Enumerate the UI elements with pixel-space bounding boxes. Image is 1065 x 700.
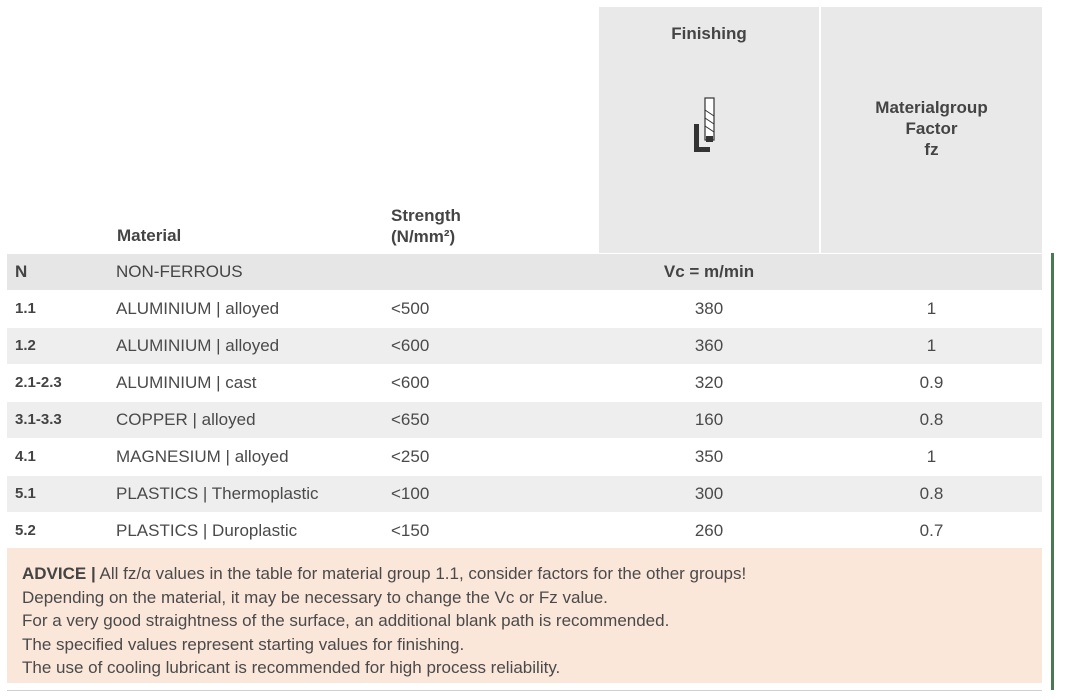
factor-label-line3: fz bbox=[924, 140, 939, 159]
table-row bbox=[7, 291, 1042, 327]
advice-text-1: All fz/α values in the table for material group 1.1, consider factors for the other groups! bbox=[99, 564, 747, 583]
section-row-non-ferrous bbox=[7, 254, 1042, 290]
section-name: NON-FERROUS bbox=[116, 262, 243, 281]
table-row bbox=[7, 439, 1042, 475]
row-id: 4.1 bbox=[15, 448, 36, 465]
advice-line-5: The use of cooling lubricant is recommended for high process reliability. bbox=[22, 658, 561, 677]
row-strength: <100 bbox=[391, 484, 430, 503]
row-vc: 380 bbox=[694, 299, 724, 318]
row-fz: 1 bbox=[926, 447, 937, 466]
row-material: PLASTICS | Thermoplastic bbox=[116, 484, 319, 503]
advice-line-4: The specified values represent starting values for finishing. bbox=[22, 634, 465, 654]
row-material: MAGNESIUM | alloyed bbox=[116, 447, 289, 466]
vc-unit-label: Vc = m/min bbox=[663, 262, 755, 281]
row-fz: 1 bbox=[926, 299, 937, 318]
strength-column-header: Strength bbox=[391, 206, 461, 225]
accent-bar bbox=[1051, 253, 1054, 690]
factor-column-header bbox=[821, 7, 1042, 253]
row-vc: 260 bbox=[694, 521, 724, 540]
row-vc: 300 bbox=[694, 484, 724, 503]
row-id: 5.1 bbox=[15, 485, 36, 502]
row-id: 5.2 bbox=[15, 522, 36, 539]
advice-line-2: Depending on the material, it may be necessary to change the Vc or Fz value. bbox=[22, 587, 608, 607]
advice-line-3: For a very good straightness of the surface, an additional blank path is recommended. bbox=[22, 611, 670, 630]
material-column-header: Material bbox=[117, 226, 182, 245]
section-code: N bbox=[15, 262, 28, 281]
row-id: 3.1-3.3 bbox=[15, 411, 62, 428]
row-material: ALUMINIUM | alloyed bbox=[116, 336, 280, 355]
row-material: ALUMINIUM | cast bbox=[116, 373, 257, 392]
row-fz: 0.8 bbox=[919, 484, 944, 503]
table-row bbox=[7, 328, 1042, 364]
row-strength: <150 bbox=[391, 521, 430, 540]
row-id: 1.1 bbox=[15, 300, 36, 317]
row-material: ALUMINIUM | alloyed bbox=[116, 299, 280, 318]
strength-unit-header: (N/mm²) bbox=[391, 227, 456, 246]
advice-line-1 bbox=[22, 562, 746, 586]
finishing-column-header bbox=[599, 7, 819, 253]
table-row bbox=[7, 513, 1042, 549]
advice-box bbox=[7, 548, 1042, 683]
row-strength: <600 bbox=[391, 336, 430, 355]
row-vc: 160 bbox=[694, 410, 724, 429]
factor-label-line1: Materialgroup bbox=[875, 98, 988, 117]
row-id: 2.1-2.3 bbox=[15, 374, 62, 391]
table-row bbox=[7, 476, 1042, 512]
row-material: PLASTICS | Duroplastic bbox=[116, 521, 298, 540]
row-vc: 360 bbox=[694, 336, 724, 355]
row-id: 1.2 bbox=[15, 337, 36, 354]
row-fz: 0.9 bbox=[919, 373, 944, 392]
table-row bbox=[7, 365, 1042, 401]
row-strength: <600 bbox=[391, 373, 430, 392]
row-strength: <650 bbox=[391, 410, 430, 429]
row-fz: 1 bbox=[926, 336, 937, 355]
row-fz: 0.8 bbox=[919, 410, 944, 429]
row-vc: 350 bbox=[694, 447, 724, 466]
end-mill-finishing-icon bbox=[692, 96, 722, 156]
finishing-label: Finishing bbox=[671, 24, 747, 43]
row-strength: <500 bbox=[391, 299, 430, 318]
advice-lead: ADVICE | bbox=[22, 564, 96, 583]
bottom-divider bbox=[7, 690, 1042, 691]
factor-label-line2: Factor bbox=[905, 119, 958, 138]
row-material: COPPER | alloyed bbox=[116, 410, 256, 429]
row-vc: 320 bbox=[694, 373, 724, 392]
table-row bbox=[7, 402, 1042, 438]
row-strength: <250 bbox=[391, 447, 430, 466]
row-fz: 0.7 bbox=[919, 521, 944, 540]
